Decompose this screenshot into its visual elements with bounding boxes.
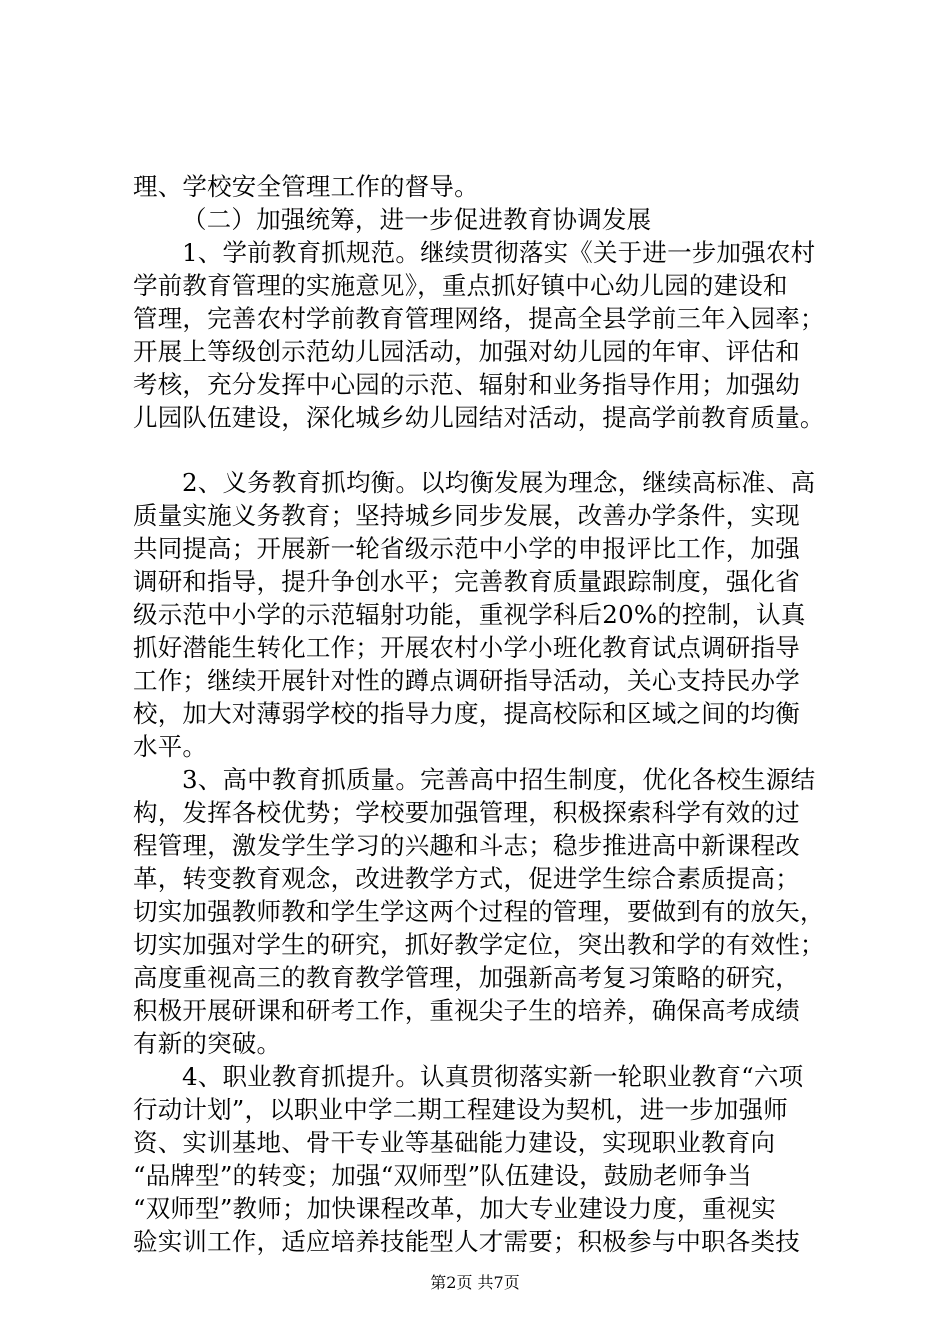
text-line: 共同提高；开展新一轮省级示范中小学的申报评比工作，加强 (133, 534, 800, 563)
text-line: “品牌型”的转变；加强“双师型”队伍建设，鼓励老师争当 (133, 1161, 752, 1190)
text-line: 验实训工作，适应培养技能型人才需要；积极参与中职各类技 (133, 1227, 800, 1256)
text-line: 4、职业教育抓提升。认真贯彻落实新一轮职业教育“六项 (182, 1062, 804, 1091)
text-line: 调研和指导，提升争创水平；完善教育质量跟踪制度，强化省 (133, 567, 800, 596)
text-line: “双师型”教师；加快课程改革，加大专业建设力度，重视实 (133, 1194, 776, 1223)
text-line: 儿园队伍建设，深化城乡幼儿园结对活动，提高学前教育质量。 (133, 403, 825, 432)
text-line: 理、学校安全管理工作的督导。 (133, 172, 479, 201)
text-line: 校，加大对薄弱学校的指导力度，提高校际和区域之间的均衡 (133, 699, 800, 728)
text-line: 程管理，激发学生学习的兴趣和斗志；稳步推进高中新课程改 (133, 831, 800, 860)
text-line: 积极开展研课和研考工作，重视尖子生的培养，确保高考成绩 (133, 996, 800, 1025)
text-line: 构，发挥各校优势；学校要加强管理，积极探索科学有效的过 (133, 798, 800, 827)
text-line: 水平。 (133, 732, 208, 761)
text-line: 革，转变教育观念，改进教学方式，促进学生综合素质提高； (133, 864, 800, 893)
text-line: 1、学前教育抓规范。继续贯彻落实《关于进一步加强农村 (182, 238, 816, 267)
text-line: 开展上等级创示范幼儿园活动，加强对幼儿园的年审、评估和 (133, 337, 800, 366)
text-line: 工作；继续开展针对性的蹲点调研指导活动，关心支持民办学 (133, 666, 800, 695)
text-line: 高度重视高三的教育教学管理，加强新高考复习策略的研究， (133, 963, 800, 992)
text-line: 有新的突破。 (133, 1029, 282, 1058)
section-heading: （二）加强统筹，进一步促进教育协调发展 (182, 205, 652, 234)
text-line: 切实加强教师教和学生学这两个过程的管理，要做到有的放矢， (133, 897, 825, 926)
text-line: 管理，完善农村学前教育管理网络，提高全县学前三年入园率； (133, 304, 825, 333)
page-number-footer: 第2页 共7页 (430, 1273, 520, 1292)
text-line: 行动计划”，以职业中学二期工程建设为契机，进一步加强师 (133, 1095, 788, 1124)
text-line: 学前教育管理的实施意见》，重点抓好镇中心幼儿园的建设和 (133, 271, 788, 300)
text-line: 质量实施义务教育；坚持城乡同步发展，改善办学条件，实现 (133, 501, 800, 530)
text-line: 考核，充分发挥中心园的示范、辐射和业务指导作用；加强幼 (133, 370, 800, 399)
text-line: 抓好潜能生转化工作；开展农村小学小班化教育试点调研指导 (133, 633, 800, 662)
text-line: 级示范中小学的示范辐射功能，重视学科后20%的控制，认真 (133, 600, 806, 629)
text-line: 2、义务教育抓均衡。以均衡发展为理念，继续高标准、高 (182, 468, 816, 497)
text-line: 切实加强对学生的研究，抓好教学定位，突出教和学的有效性； (133, 930, 825, 959)
text-line: 3、高中教育抓质量。完善高中招生制度，优化各校生源结 (182, 765, 816, 794)
text-line: 资、实训基地、骨干专业等基础能力建设，实现职业教育向 (133, 1128, 776, 1157)
